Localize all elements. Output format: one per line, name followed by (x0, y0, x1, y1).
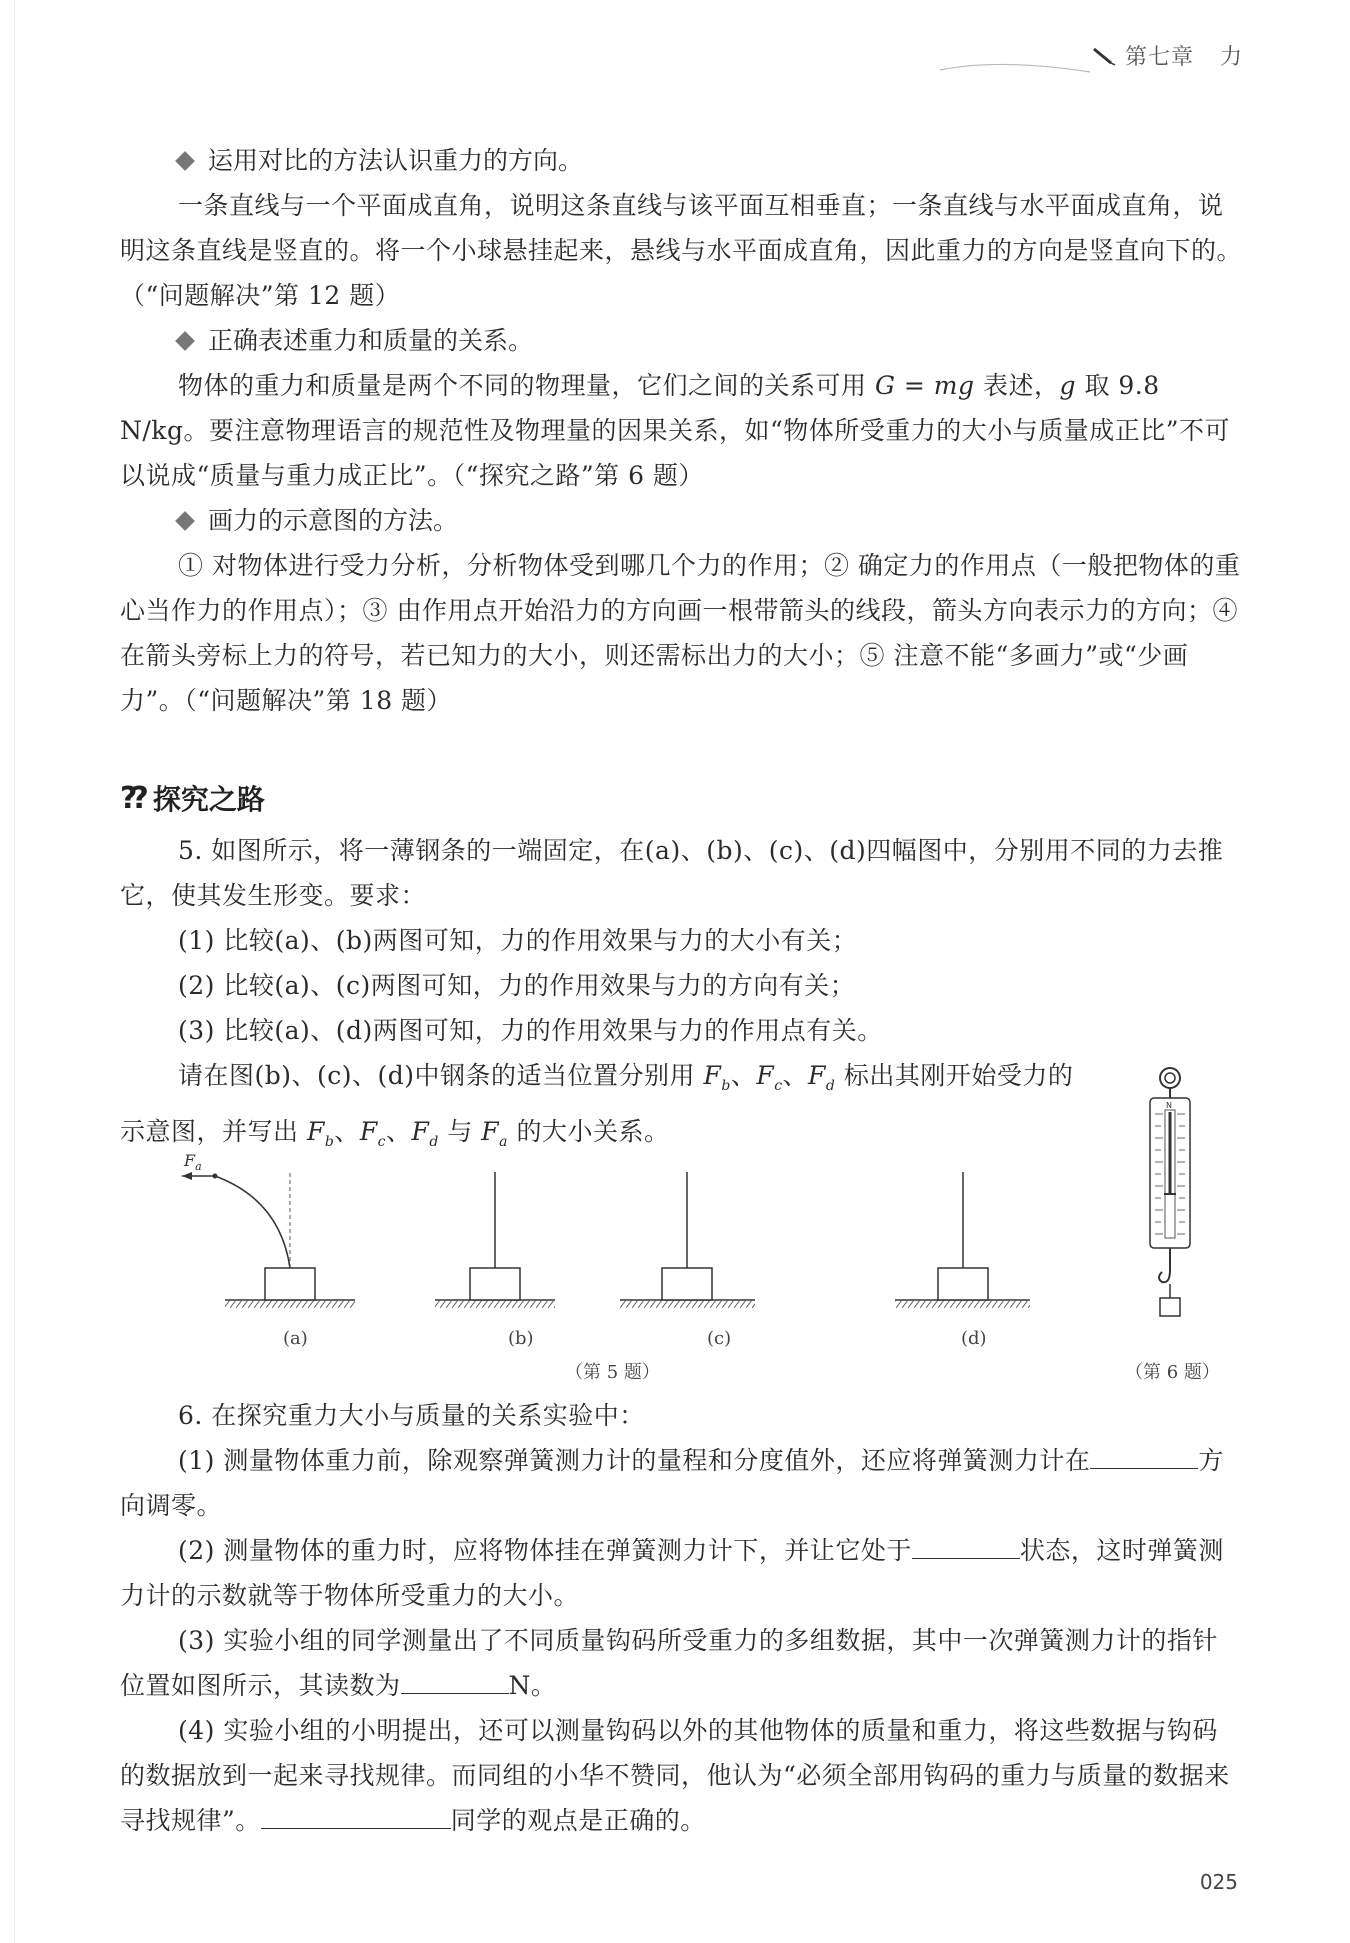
force-letter: F (411, 1117, 430, 1146)
answer-blank[interactable] (261, 1800, 451, 1829)
q5-caption: （第 5 题） (565, 1362, 660, 1383)
q5-figure (170, 1140, 1070, 1340)
q6-sub-text: (4) 实验小组的小明提出，还可以测量钩码以外的其他物体的质量和重力，将这些数据与钩码的数据放到一起来寻找规律。而同组的小华不赞同，他认为“必须全部用钩码的重力与质量的数据来寻找规律”。 (120, 1716, 1230, 1835)
bullet-text: 正确表述重力和质量的关系。 (208, 326, 534, 355)
force-subscript: c (774, 1078, 783, 1094)
answer-blank[interactable] (1090, 1440, 1198, 1469)
paragraph-text: 取 9.8 N/kg。要注意物理语言的规范性及物理量的因果关系，如“物体所受重力的大小与质量成正比”不可以说成“质量与重力成正比”。（“探究之路”第 6 题） (120, 371, 1231, 490)
force-symbol (808, 1061, 836, 1094)
bullet-text: 画力的示意图的方法。 (208, 506, 459, 535)
answer-blank[interactable] (912, 1530, 1020, 1559)
force-letter: F (756, 1061, 775, 1090)
paragraph-force-diagram-steps: ① 对物体进行受力分析，分析物体受到哪几个力的作用；② 确定力的作用点（一般把物体的重心当作力的作用点）；③ 由作用点开始沿力的方向画一根带箭头的线段，箭头方向表示力的方向；④ 在箭头旁标上力的符号，若已知力的大小，则还需标出力的大小；⑤ 注意不能“多画力”或“少画力”。（“问题解决”第 18 题） (120, 551, 1241, 715)
diamond-bullet-icon (175, 511, 195, 531)
q6-sub-text: 状态，这时弹簧测力计的示数就等于物体所受重力的大小。 (120, 1536, 1224, 1610)
force-subscript: d (825, 1078, 836, 1094)
figure-d (895, 1172, 1030, 1308)
q6-sub-1 (120, 1438, 1242, 1528)
q6-sub-text: (3) 实验小组的同学测量出了不同质量钩码所受重力的多组数据，其中一次弹簧测力计的指针位置如图所示，其读数为 (120, 1626, 1218, 1700)
q5-requirement-2: (2) 比较(a)、(c)两图可知，力的作用效果与力的方向有关； (178, 971, 856, 1000)
q6-sub-2 (120, 1528, 1242, 1618)
force-letter: F (306, 1117, 325, 1146)
diamond-bullet-icon (175, 331, 195, 351)
answer-blank[interactable] (401, 1665, 509, 1694)
chapter-label: 第七章 (1124, 45, 1194, 70)
bullet-gravity-mass (178, 318, 533, 363)
q6-sub-text: 方向调零。 (120, 1446, 1224, 1520)
section-title: 探究之路 (152, 783, 265, 816)
q6-sub-4 (120, 1708, 1242, 1843)
q5-ask-text: 与 (447, 1117, 473, 1146)
force-letter: F (481, 1117, 500, 1146)
spring-scale-figure (1130, 1062, 1210, 1342)
q5-ask: 请在图(b)、(c)、(d)中钢条的适当位置分别用 $F_b$、$F_c$、$F_d$ 标出其刚开始受力的示意图，并写出 $F_b$、$F_c$、$F_d$ 与 $F_a$ 的大小关系。 (120, 1061, 1074, 1150)
paragraph-text: 物体的重力和质量是两个不同的物理量，它们之间的关系可用 (178, 371, 867, 400)
q6-sub-text: (2) 测量物体的重力时，应将物体挂在弹簧测力计下，并让它处于 (178, 1536, 912, 1565)
force-symbol (703, 1061, 731, 1094)
force-symbol (756, 1061, 783, 1094)
figure-label-d: (d) (961, 1328, 987, 1349)
scale-unit-label: N (1166, 1101, 1172, 1110)
force-letter: F (703, 1061, 722, 1090)
pen-icon (1091, 45, 1117, 67)
diamond-bullet-icon (175, 151, 195, 171)
q5-stem: 5. 如图所示，将一薄钢条的一端固定，在(a)、(b)、(c)、(d)四幅图中，分别用不同的力去推它，使其发生形变。要求： (120, 836, 1224, 910)
q5-requirement-1: (1) 比较(a)、(b)两图可知，力的作用效果与力的大小有关； (178, 926, 858, 955)
q6-caption: （第 6 题） (1125, 1362, 1220, 1383)
page-number: 025 (1199, 1870, 1238, 1894)
q6-sub-3 (120, 1618, 1242, 1708)
figure-c (620, 1172, 755, 1308)
page-edge (14, 0, 15, 1943)
force-subscript: a (499, 1134, 508, 1150)
force-subscript: b (721, 1078, 731, 1094)
bullet-text: 运用对比的方法认识重力的方向。 (208, 146, 584, 175)
bullet-direction-of-gravity (178, 138, 583, 183)
symbol-g: g (1059, 371, 1076, 400)
q6-stem: 6. 在探究重力大小与质量的关系实验中： (178, 1401, 645, 1430)
paragraph-text: 表述， (982, 371, 1060, 400)
q5-ask-text: 的大小关系。 (516, 1117, 670, 1146)
fa-label: $F_a$ (184, 1151, 202, 1173)
q6-sub-text: (1) 测量物体重力前，除观察弹簧测力计的量程和分度值外，还应将弹簧测力计在 (178, 1446, 1091, 1475)
chapter-topic: 力 (1219, 45, 1242, 70)
force-letter: F (808, 1061, 826, 1090)
figure-label-b: (b) (508, 1328, 534, 1349)
q5-ask-text: 标出其刚开始受力的示意图，并写出 (120, 1061, 1074, 1146)
force-letter: F (359, 1117, 378, 1146)
paragraph-gravity-mass (120, 363, 1242, 498)
figure-b (435, 1172, 555, 1308)
force-subscript: b (324, 1134, 335, 1150)
q5-requirement-3: (3) 比较(a)、(d)两图可知，力的作用效果与力的作用点有关。 (178, 1016, 883, 1045)
q5-ask-text: 请在图(b)、(c)、(d)中钢条的适当位置分别用 (178, 1061, 696, 1090)
section-heading (120, 778, 265, 818)
paragraph-gravity-direction: 一条直线与一个平面成直角，说明这条直线与该平面互相垂直；一条直线与水平面成直角，说明这条直线是竖直的。将一个小球悬挂起来，悬线与水平面成直角，因此重力的方向是竖直向下的。（“问题解决”第 12 题） (120, 191, 1243, 310)
bullet-force-diagram (178, 498, 458, 543)
q6-sub-text: N。 (508, 1671, 557, 1700)
question-marks-icon: ?? (120, 780, 143, 816)
figure-a (182, 1151, 355, 1308)
formula: G = mg (874, 371, 975, 400)
q6-sub-text: 同学的观点是正确的。 (450, 1806, 706, 1835)
figure-label-c: (c) (707, 1328, 732, 1349)
figure-label-a: (a) (283, 1328, 308, 1349)
force-subscript: d (429, 1134, 439, 1150)
force-subscript: c (377, 1134, 387, 1150)
running-header (1091, 40, 1242, 71)
